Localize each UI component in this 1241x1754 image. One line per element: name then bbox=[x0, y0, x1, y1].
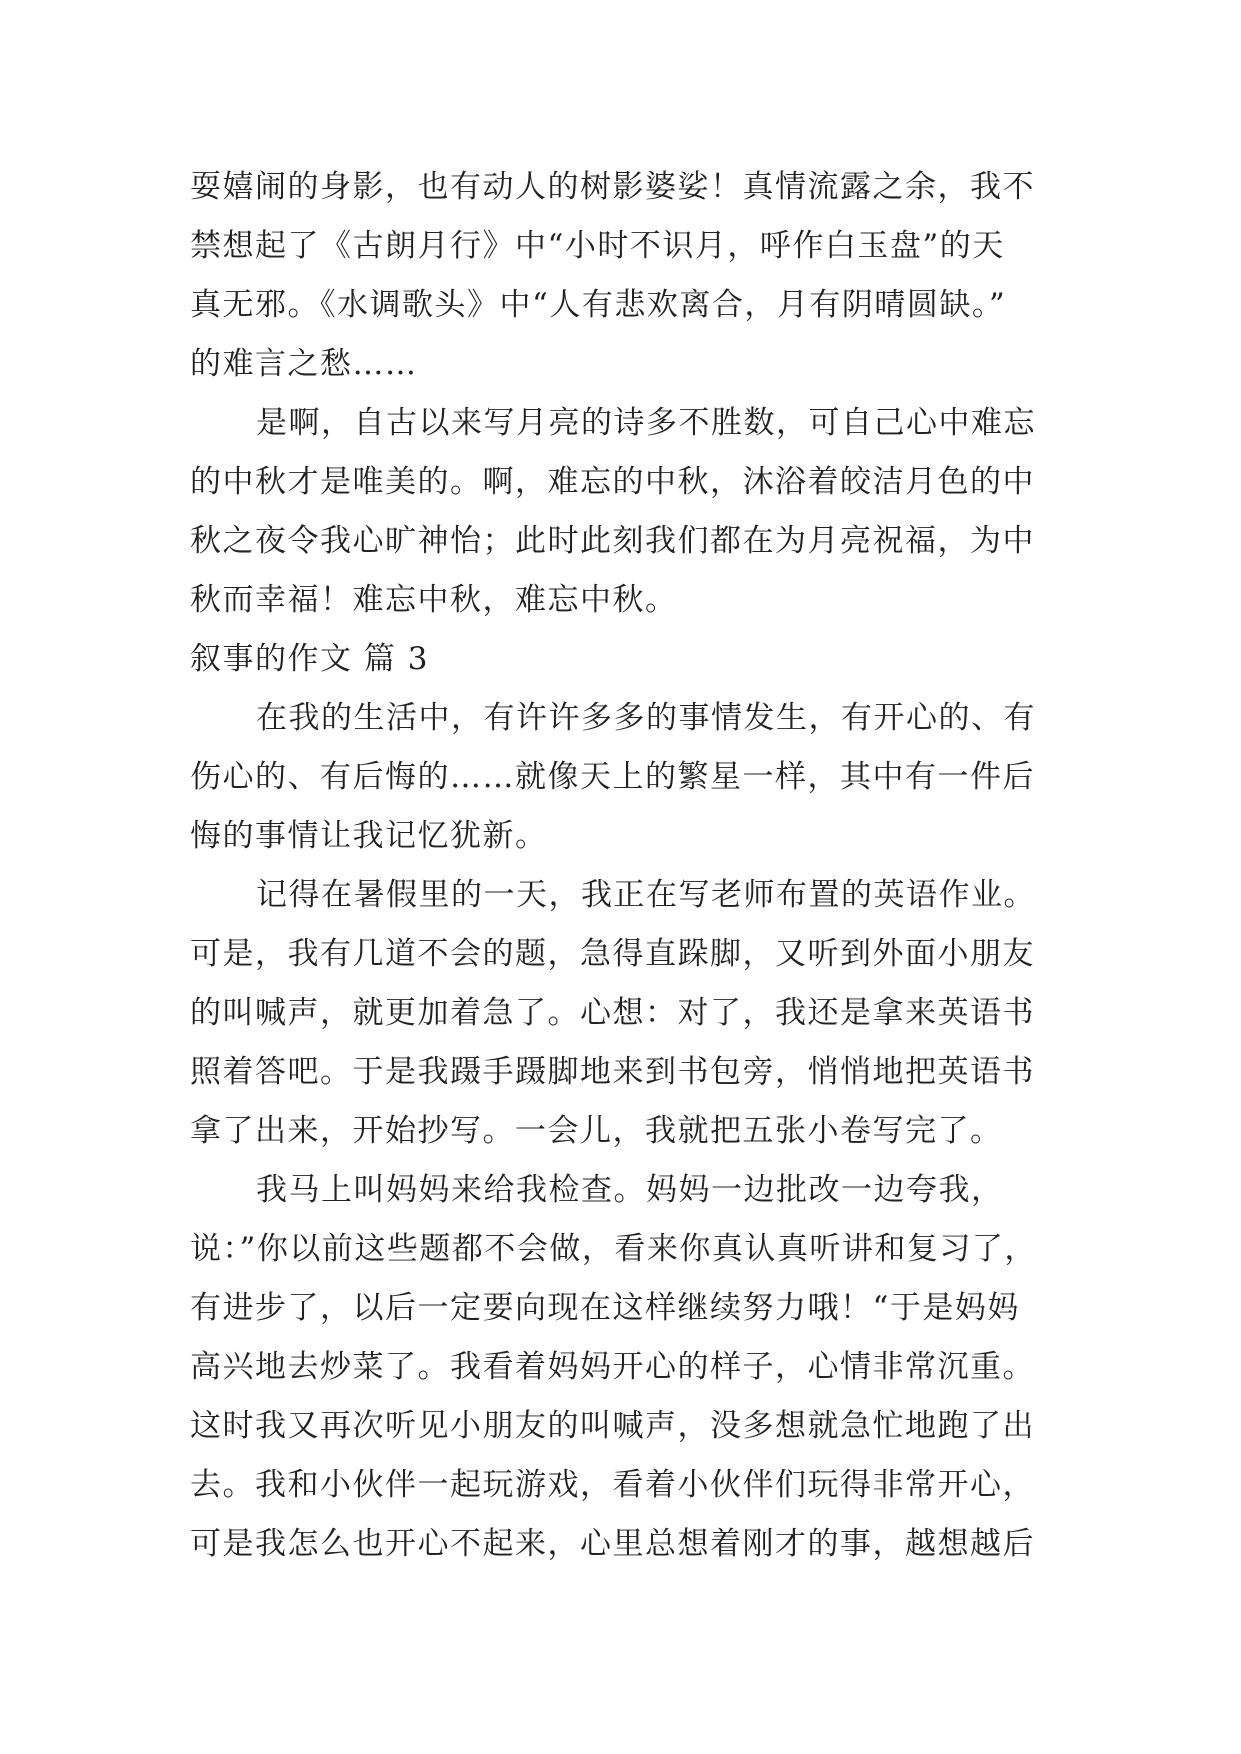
text-line: 可是，我有几道不会的题，急得直跺脚，又听到外面小朋友 bbox=[190, 936, 1035, 972]
text-line: 伤心的、有后悔的……就像天上的繁星一样，其中有一件后 bbox=[190, 759, 1035, 795]
text-line: 禁想起了《古朗月行》中“小时不识月，呼作白玉盘”的天 bbox=[190, 228, 1005, 264]
text-line: 高兴地去炒菜了。我看着妈妈开心的样子，心情非常沉重。 bbox=[190, 1349, 1035, 1385]
text-line: 可是我怎么也开心不起来，心里总想着刚才的事，越想越后 bbox=[190, 1526, 1035, 1562]
text-line-paragraph-start: 我马上叫妈妈来给我检查。妈妈一边批改一边夸我， bbox=[256, 1172, 1004, 1208]
text-line: 这时我又再次听见小朋友的叫喊声，没多想就急忙地跑了出 bbox=[190, 1408, 1035, 1444]
text-line: 耍嬉闹的身影，也有动人的树影婆娑！真情流露之余，我不 bbox=[190, 169, 1035, 205]
text-line: 拿了出来，开始抄写。一会儿，我就把五张小卷写完了。 bbox=[190, 1113, 1003, 1149]
text-line: 悔的事情让我记忆犹新。 bbox=[190, 818, 548, 854]
text-line: 去。我和小伙伴一起玩游戏，看着小伙伴们玩得非常开心， bbox=[190, 1467, 1035, 1503]
text-line: 照着答吧。于是我蹑手蹑脚地来到书包旁，悄悄地把英语书 bbox=[190, 1054, 1035, 1090]
text-line: 说：”你以前这些题都不会做，看来你真认真听讲和复习了， bbox=[190, 1231, 1037, 1267]
document-body bbox=[190, 158, 1062, 1574]
text-line: 的难言之愁…… bbox=[190, 346, 418, 382]
text-line: 有进步了，以后一定要向现在这样继续努力哦！“于是妈妈 bbox=[190, 1290, 1020, 1326]
text-line: 的叫喊声，就更加着急了。心想：对了，我还是拿来英语书 bbox=[190, 995, 1035, 1031]
text-line: 秋而幸福！难忘中秋，难忘中秋。 bbox=[190, 582, 678, 618]
text-line-paragraph-start: 是啊，自古以来写月亮的诗多不胜数，可自己心中难忘 bbox=[256, 405, 1036, 441]
text-line-paragraph-start: 在我的生活中，有许许多多的事情发生，有开心的、有 bbox=[256, 700, 1036, 736]
text-line: 秋之夜令我心旷神怡；此时此刻我们都在为月亮祝福，为中 bbox=[190, 523, 1035, 559]
text-line: 真无邪。《水调歌头》中“人有悲欢离合，月有阴晴圆缺。” bbox=[190, 287, 1007, 323]
section-heading: 叙事的作文 篇 3 bbox=[190, 641, 429, 677]
text-line: 的中秋才是唯美的。啊，难忘的中秋，沐浴着皎洁月色的中 bbox=[190, 464, 1035, 500]
text-line-paragraph-start: 记得在暑假里的一天，我正在写老师布置的英语作业。 bbox=[256, 877, 1036, 913]
